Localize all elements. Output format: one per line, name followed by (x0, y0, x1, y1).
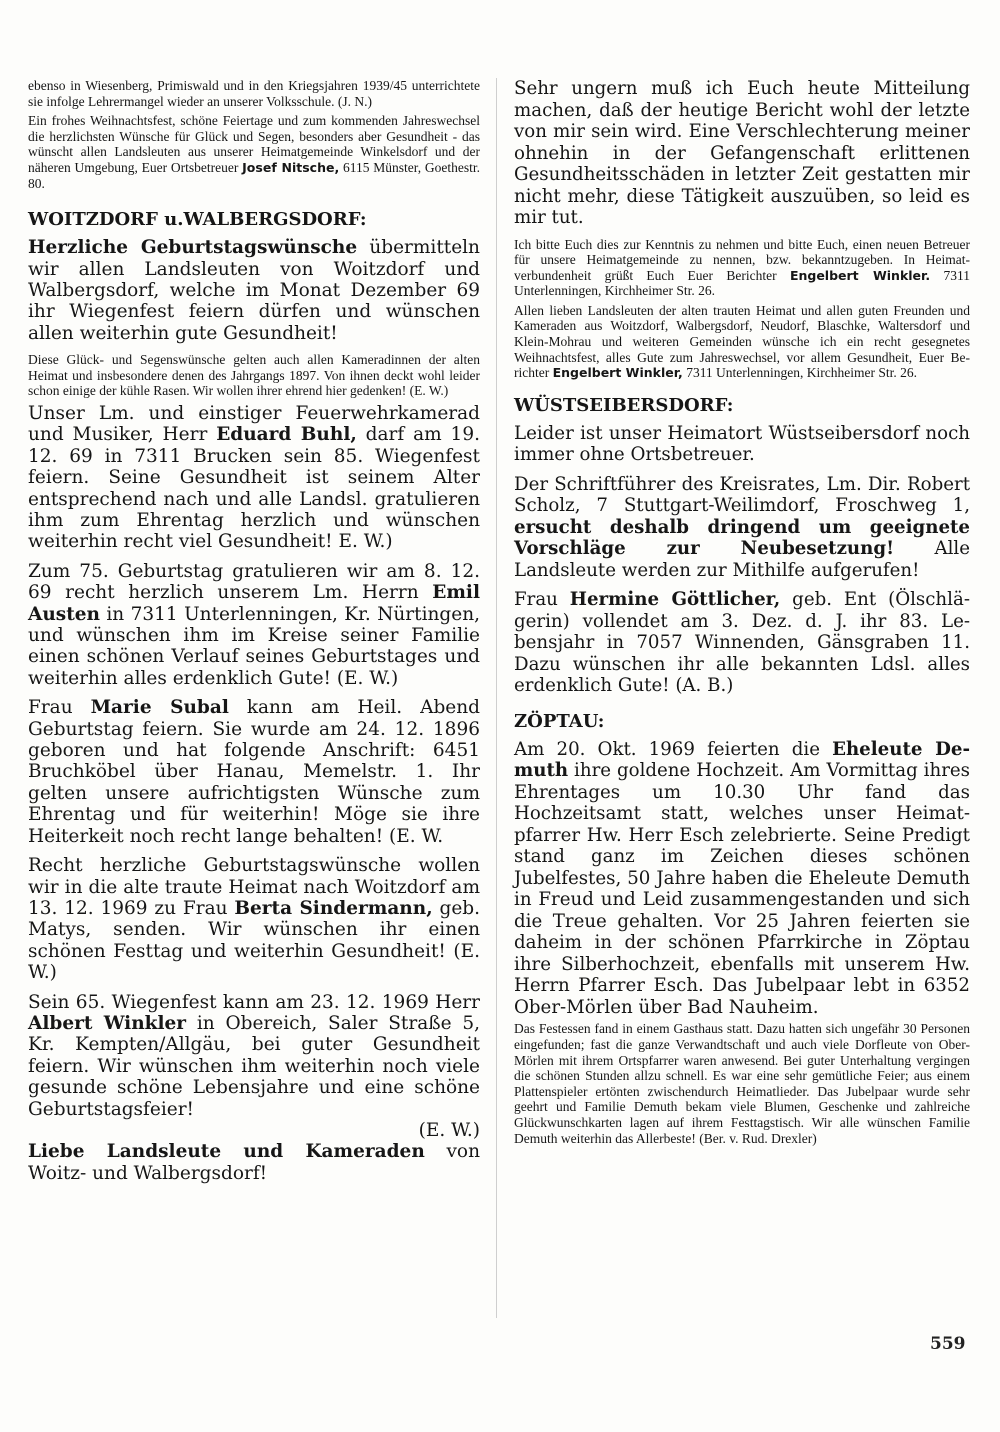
person-name: Eheleute Demuth (514, 738, 970, 782)
person-name: Emil Austen (28, 582, 480, 625)
call-for-proposals: Der Schriftführer des Kreisrates, Lm. Dir. Robert Scholz, 7 Stuttgart-Weilimdorf, Froschweg 1, ersucht deshalb dringend um geeignete Vorschläge zur Neubesetzung! Alle Landsleute werden zur Mithilfe aufgerufen! (514, 473, 970, 581)
winkelsdorf-text-end: ebenso in Wiesenberg, Primiswald und in den Kriegsjahren 1939/45 unterrichtete sie infolge Lehrermangel wieder an unserer Volksschule. (J. N.) (28, 78, 480, 109)
farewell-announcement: Sehr ungern muß ich Euch heute Mitteilung machen, daß der heutige Bericht wohl der letzte von mir sein wird. Eine Verschlechterung meiner ohnehin in der Gefangenschaft erlittenen Gesundheitsschäden in letzter Zeit gestatten mir nicht mehr, diese Tätigkeit auszuüben, so leid es mir tut. (514, 78, 970, 228)
birthday-albert-winkler: Sein 65. Wiegenfest kann am 23. 12. 1969 Herr Albert Winkler in Obereich, Saler Straße 5, Kr. Kempten/Allgäu, bei guter Gesundheit feiern. Wir wünschen ihm weiterhin noch viele gesunde schöne Lebensjahre und eine schöne Geburtstagsfeier! (28, 991, 480, 1120)
birthday-note-1897: Diese Glück- und Segenswünsche gelten auch allen Kameradinnen der alten Heimat und insbesondere denen des Jahrgangs 1897. Von ihnen deckt wohl leider schon einige der kühle Rasen. Wir wollen ihrer ehrend hier gedenken! (E. W.) (28, 352, 480, 399)
no-caretaker-notice: Leider ist unser Heimatort Wüstseibersdorf noch immer ohne Ortsbetreuer. (514, 422, 970, 466)
celebration-report: Das Festessen fand in einem Gasthaus statt. Dazu hatten sich ungefähr 30 Personen eingefunden; fast die ganze Verwandtschaft und auch viele Dorfleute von Ober-Mörlen mit ihrem Ortspfarrer waren anwesend. Bei guter Unterhaltung vergingen die schönen Stunden allzu schnell. Es war eine sehr gemütliche Feier; aus einem Plattenspieler ertönten zwischendurch Heimatlieder. Das Jubelpaar wurde sehr geehrt und Familie Demuth bekam viele Blumen, Geschenke und zahlreiche Glückwunschkarten lagen auf ihrem Festtagstisch. Wir alle wünschen Familie Demuth weiterhin das Allerbeste! (Ber. v. Rud. Drexler) (514, 1021, 970, 1146)
left-column (28, 78, 480, 1192)
person-name: Marie Subal (90, 697, 229, 719)
person-name: Josef Nitsche, (242, 159, 340, 175)
section-heading-woitzdorf: WOITZDORF u.WALBERGSDORF: (28, 209, 367, 231)
person-name: Engelbert Winkler. (789, 267, 931, 283)
winkelsdorf-christmas-greeting: Ein frohes Weihnachtsfest, schöne Feiertage und zum kommenden Jahreswechsel die herzlichsten Wünsche für Glück und Segen, besonders aber Gesundheit - das wünscht allen Landsleuten aus unserer Heimatgemeinde Winkelsdorf und der näheren Umgebung, Euer Ortsbetreuer Josef Nitsche, 6115 Münster, Goethestr. 80. (28, 113, 480, 191)
golden-wedding-demuth: Am 20. Okt. 1969 feierten die Eheleute Demuth ihre goldene Hochzeit. Am Vormittag ihres Ehrentages um 10.30 Uhr fand das Hochzeitsamt statt, welches unser Heimatpfarrer Hw. Herr Esch zelebrierte. Seine Predigt stand ganz im Zeichen dieses schönen Jubelfestes, 50 Jahre haben die Eheleute Demuth in Freud und Leid zusammengestanden und sich die Treue gehalten. Vor 25 Jahren feierten sie daheim in der schönen Pfarrkirche in Zöptau ihre Silberhochzeit, ebenfalls mit unserem Hw. Herrn Pfarrer Esch. Das Jubelpaar lebt in 6352 Ober-Mörlen über Bad Nauheim. (514, 738, 970, 1018)
column-divider (496, 78, 497, 1318)
birthday-berta-sindermann: Recht herzliche Geburtstagswünsche wollen wir in die alte traute Heimat nach Woitzdorf am 13. 12. 1969 zu Frau Berta Sindermann, geb. Matys, senden. Wir wünschen ihr einen schönen Festtag und weiterhin Gesundheit! (E. W.) (28, 855, 481, 984)
christmas-greeting-winkler: Allen lieben Landsleuten der alten trauten Heimat und allen guten Freunden und Kameraden aus Woitzdorf, Walbergsdorf, Neudorf, Blaschke, Waltersdorf und Klein-Mohrau und weiteren Gemeinden wünsche ich ein recht gesegnetes Weihnachtsfest, alles Gute zum Jahreswechsel, vor allem Gesundheit, Euer Berichter Engelbert Winkler, 7311 Unterlenningen, Kirchheimer Str. 26. (514, 302, 970, 381)
person-name: Eduard Buhl, (216, 424, 357, 446)
page-number: 559 (930, 1334, 966, 1354)
farewell-salutation: Liebe Landsleute und Kameraden von Woitz- und Walbergsdorf! (28, 1141, 480, 1184)
right-column (514, 78, 970, 1150)
birthday-hermine-goettlicher: Frau Hermine Göttlicher, geb. Ent (Ölschlägerin) vollendet am 3. Dez. d. J. ihr 83. Lebensjahr in 7057 Winnenden, Gänsgraben 11. Dazu wünschen ihr alle bekannten Ldsl. alles erdenklich Gute! (A. B.) (514, 589, 970, 697)
new-caretaker-request: Ich bitte Euch dies zur Kenntnis zu nehmen und bitte Euch, einen neuen Betreuer für unsere Heimatgemeinde zu nennen, bzw. bekanntzugeben. In Heimatverbundenheit grüßt Euch Euer Berichter Engelbert Winkler. 7311 Unterlenningen, Kirchheimer Str. 26. (514, 236, 971, 299)
birthday-marie-subal: Frau Marie Subal kann am Heil. Abend Geburtstag feiern. Sie wurde am 24. 12. 1896 geboren und hat folgende Anschrift: 6451 Bruchköbel über Hanau, Memelstr. 1. Ihr gelten unsere aufrichtigsten Wünsche zum Ehrentag und für weiterhin! Möge sie ihre Heiterkeit noch recht lange behalten! (E. W. (28, 697, 480, 847)
person-name: Berta Sindermann, (234, 897, 433, 919)
birthday-eduard-buhl: Unser Lm. und einstiger Feuerwehrkamerad und Musiker, Herr Eduard Buhl, darf am 19. 12. 69 in 7311 Brucken sein 85. Wiegenfest feiern. Seine Gesundheit ist seinem Alter entsprechend nach und alle Landsl. gratulieren ihm zum Ehrentag herzlich und wünschen weiterhin recht viel Gesundheit! E. W.) (28, 402, 480, 553)
person-name: Engelbert Winkler, (552, 365, 683, 381)
person-name: Albert Winkler (28, 1012, 187, 1034)
section-heading-wuestseibersdorf: WÜSTSEIBERSDORF: (514, 394, 734, 416)
person-name: Hermine Göttlicher, (569, 589, 781, 611)
birthday-greetings-intro: Herzliche Geburtstagswünsche übermitteln wir allen Landsleuten von Woitzdorf und Walbergsdorf, welche im Monat Dezember 69 ihr Wiegenfest feiern dürfen und wünschen allen weiterhin gute Gesundheit! (28, 237, 480, 344)
section-heading-zoeptau: ZÖPTAU: (514, 710, 605, 732)
birthday-emil-austen: Zum 75. Geburtstag gratulieren wir am 8. 12. 69 recht herzlich unserem Lm. Herrn Emil Austen in 7311 Unterlenningen, Kr. Nürtingen, und wünschen ihm im Kreise seiner Familie einen schönen Verlauf seines Geburtstages und weiterhin alles erdenklich Gute! (E. W.) (28, 560, 480, 689)
signature-ew: (E. W.) (418, 1119, 480, 1141)
